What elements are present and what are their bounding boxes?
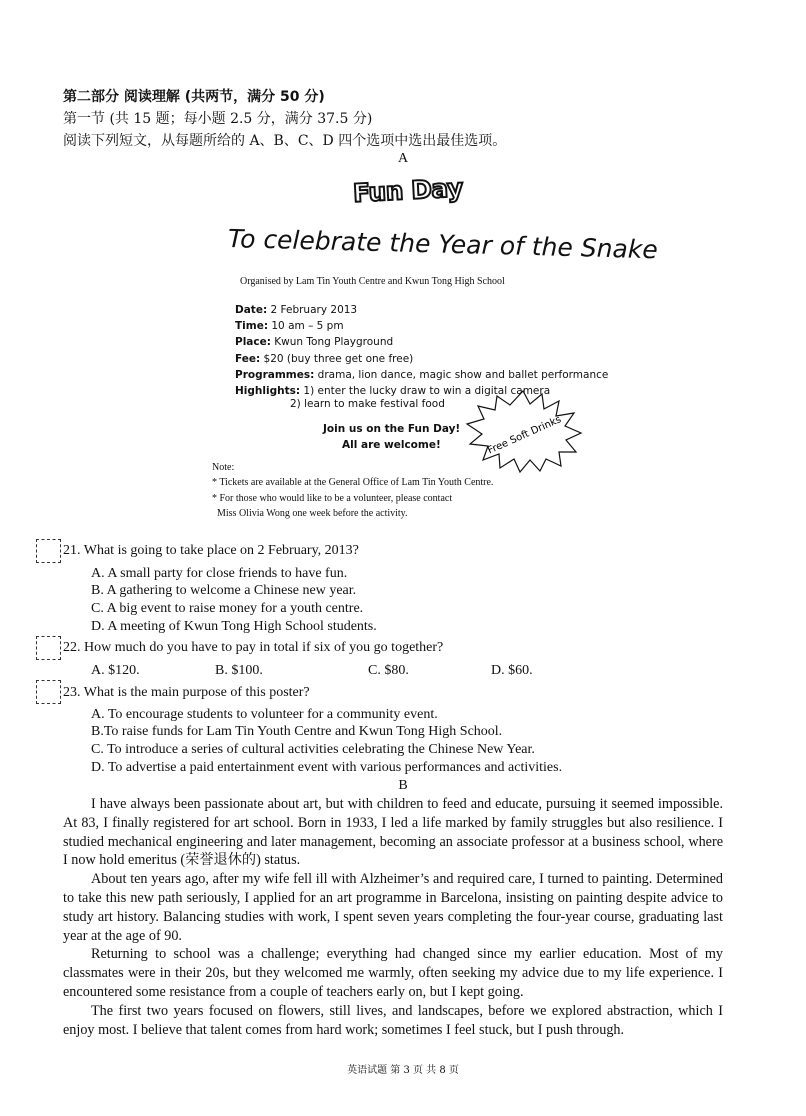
q23-option-c: C. To introduce a series of cultural activities celebrating the Chinese New Year. [91,742,535,757]
poster-highlight-2: 2) learn to make festival food [290,398,445,410]
poster-note-3: Miss Olivia Wong one week before the activity. [212,508,408,519]
passage-b-body [63,795,723,1039]
poster-date: Date: 2 February 2013 [235,304,358,316]
poster-time: Time: 10 am – 5 pm [235,320,344,333]
q23-option-b: B.To raise funds for Lam Tin Youth Centre and Kwun Tong High School. [91,724,503,739]
poster-subtitle: To celebrate the Year of the Snake [227,224,659,265]
instruction-text: 阅读下列短文，从每题所给的 A、B、C、D 四个选项中选出最佳选项。 [63,133,507,149]
passage-a-label: A [397,151,409,166]
passage-b-paragraph-1: I have always been passionate about art, but with children to feed and educate, pursuing it seemed impossible. At 83, I finally registered for art school. Born in 1933, I led a life marked by family struggles but also resilience. I studied mechanical engineering and later management, becoming an associate professor at a business school, where I now hold emeritus (荣誉退休的) status. [63,796,723,869]
poster-fee: Fee: $20 (buy three get one free) [235,352,414,365]
passage-b-paragraph-3: Returning to school was a challenge; everything had changed since my earlier education. Most of my classmates were in their 20s, but they welcomed me warmly, often seeking my advice due to my life experience. I encountered some resistance from a couple of teachers early on, but I kept going. [63,946,723,1000]
subsection-title: 第一节 (共 15 题；每小题 2.5 分，满分 37.5 分) [63,111,373,127]
poster-join-line: Join us on the Fun Day! [323,423,461,435]
poster-highlights: Highlights: 1) enter the lucky draw to win a digital camera [235,385,551,398]
question-22: 22. How much do you have to pay in total if six of you go together? [63,640,444,655]
answer-box-22[interactable] [36,636,61,660]
passage-b-paragraph-2: About ten years ago, after my wife fell ill with Alzheimer’s and required care, I turned to painting. Determined to take this new path seriously, I applied for an art programme in Barcelona, insisting on painting despite advice to study art history. Balancing studies with work, I spent seven years completing the four-year course, graduating last year at the age of 90. [63,871,723,944]
passage-b-label: B [398,778,408,793]
section-title: 第二部分 阅读理解 (共两节，满分 50 分) [63,89,325,105]
q21-option-a: A. A small party for close friends to have fun. [91,566,348,581]
poster-note-label: Note: [212,462,235,473]
answer-box-23[interactable] [36,680,61,704]
poster-note-1: * Tickets are available at the General Office of Lam Tin Youth Centre. [212,477,494,488]
q21-option-b: B. A gathering to welcome a Chinese new year. [91,583,357,598]
q22-option-a: A. $120. [91,663,140,678]
question-21: 21. What is going to take place on 2 February, 2013? [63,543,359,558]
q22-option-c: C. $80. [368,663,409,678]
q21-option-d: D. A meeting of Kwun Tong High School students. [91,619,377,634]
passage-b-paragraph-4: The first two years focused on flowers, still lives, and landscapes, before we explored abstraction, which I enjoy most. I believe that talent comes from hard work; sometimes I feel stuck, but I push through. [63,1002,723,1038]
q23-option-a: A. To encourage students to volunteer for a community event. [91,707,438,722]
poster-note-2: * For those who would like to be a volunteer, please contact [212,493,453,504]
answer-box-21[interactable] [36,539,61,563]
poster-organiser: Organised by Lam Tin Youth Centre and Kwun Tong High School [240,276,505,287]
page-footer: 英语试题 第 3 页 共 8 页 [347,1065,459,1076]
q21-option-c: C. A big event to raise money for a youth centre. [91,601,364,616]
starburst-text: Free Soft Drinks [486,414,564,457]
free-drinks-starburst [462,388,584,474]
q22-option-b: B. $100. [215,663,263,678]
question-23: 23. What is the main purpose of this poster? [63,685,310,700]
poster-details [235,302,608,399]
poster-programmes: Programmes: drama, lion dance, magic show and ballet performance [235,368,609,381]
q23-option-d: D. To advertise a paid entertainment event with various performances and activities. [91,760,563,775]
poster-place: Place: Kwun Tong Playground [235,336,394,349]
q22-option-d: D. $60. [491,663,533,678]
poster-welcome-line: All are welcome! [342,439,441,451]
poster-title: Fun Day [352,173,464,208]
